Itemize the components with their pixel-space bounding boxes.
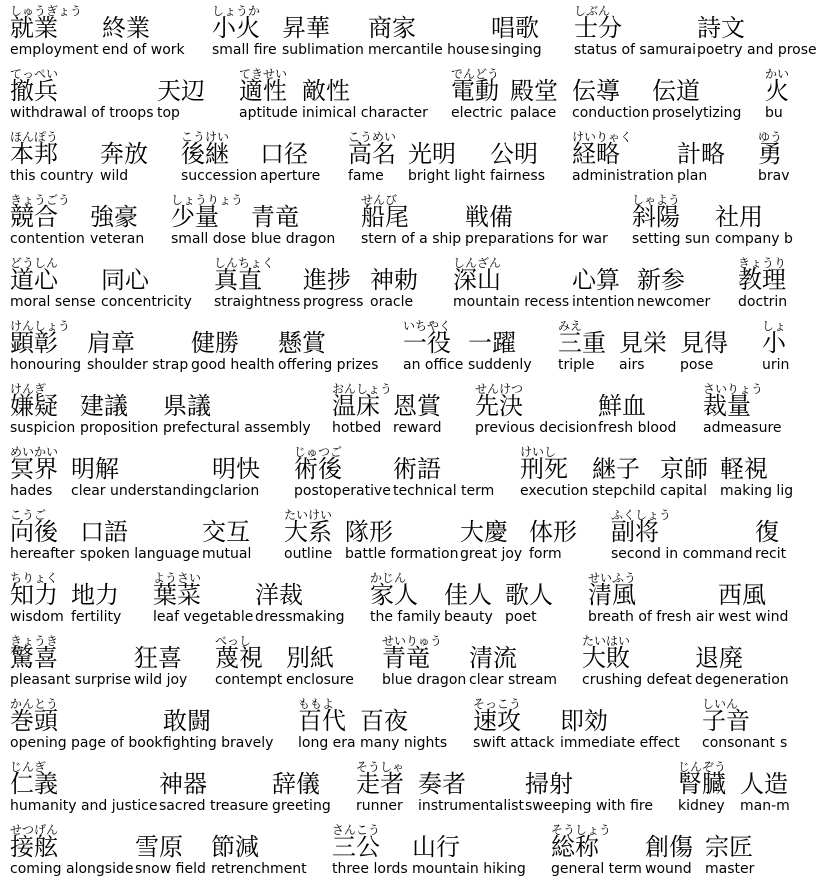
english-gloss: runner [356,798,403,814]
english-gloss: breath of fresh air [588,609,715,625]
english-gloss: fame [348,168,384,184]
kanji-word: 向後 [10,518,58,546]
kanji-word: 総称 [551,833,599,861]
furigana-reading: せいふう [588,571,637,585]
english-gloss: mutual [202,546,252,562]
english-gloss: blue dragon [382,672,467,688]
english-gloss: clarion [212,483,260,499]
kanji-word: 撤兵 [10,77,58,105]
kanji-word: 継子 [592,455,640,483]
kanji-word: 光明 [408,140,456,168]
english-gloss: succession [181,168,258,184]
kanji-word: 競合 [10,203,58,231]
english-gloss: wound [645,861,692,877]
kanji-word: 蔑視 [215,644,263,672]
kanji-word: 伝導 [572,77,620,105]
kanji-word: 強豪 [90,203,138,231]
kanji-word: 本邦 [10,140,58,168]
kanji-word: 少量 [171,203,219,231]
furigana-reading: たいはい [582,634,631,648]
kanji-word: 辞儀 [272,770,320,798]
kanji-word: 真直 [214,266,262,294]
furigana-reading: こうけい [181,130,230,144]
english-gloss: hades [10,483,53,499]
english-gloss: mountain hiking [412,861,526,877]
furigana-reading: ゆう [758,130,783,144]
kanji-word: 地力 [71,581,119,609]
kanji-word: 小火 [212,14,260,42]
english-gloss: honouring [10,357,82,373]
kanji-word: 恩賞 [393,392,441,420]
kanji-word: 佳人 [444,581,492,609]
kanji-word: 神勅 [370,266,418,294]
furigana-reading: めいかい [10,445,59,459]
kanji-word: 京師 [660,455,708,483]
furigana-reading: そっこう [473,697,522,711]
kanji-word: 洋裁 [255,581,303,609]
english-gloss: shoulder strap [87,357,189,373]
kanji-word: 経略 [572,140,620,168]
furigana-reading: かじん [370,571,407,585]
furigana-reading: せんび [361,193,398,207]
english-gloss: capital [660,483,708,499]
kanji-word: 走者 [356,770,404,798]
kanji-word: 軽視 [720,455,768,483]
furigana-reading: しぶん [574,4,611,18]
english-gloss: many nights [360,735,448,751]
kanji-word: 百代 [298,707,346,735]
english-gloss: hereafter [10,546,75,562]
kanji-word: 鮮血 [598,392,646,420]
furigana-reading: ももよ [298,697,335,711]
english-gloss: previous decision [475,420,598,436]
kanji-word: 肩章 [87,329,135,357]
kanji-word: 敵性 [302,77,350,105]
english-gloss: setting sun [632,231,711,247]
english-gloss: making lig [720,483,794,499]
english-gloss: mercantile house [368,42,490,58]
kanji-word: 昇華 [282,14,330,42]
english-gloss: degeneration [695,672,789,688]
kanji-word: 交互 [202,518,250,546]
english-gloss: brav [758,168,790,184]
english-gloss: moral sense [10,294,96,310]
kanji-word: 斜陽 [632,203,680,231]
english-gloss: immediate effect [560,735,680,751]
kanji-word: 社用 [715,203,763,231]
english-gloss: status of samurai [574,42,697,58]
furigana-reading: せいりゅう [382,634,443,648]
kanji-word: 仁義 [10,770,58,798]
kanji-word: 大系 [284,518,332,546]
english-gloss: wild [100,168,129,184]
kanji-word: 雪原 [135,833,183,861]
furigana-reading: そうしゃ [356,760,405,774]
kanji-word: 就業 [10,14,58,42]
kanji-word: 家人 [370,581,418,609]
english-gloss: preparations for war [465,231,608,247]
furigana-reading: かい [765,67,790,81]
english-gloss: small fire [212,42,277,58]
english-gloss: west wind [718,609,789,625]
english-gloss: contempt [215,672,283,688]
english-gloss: suddenly [468,357,532,373]
english-gloss: wisdom [10,609,64,625]
kanji-word: 新参 [637,266,685,294]
furigana-reading: せんけつ [475,382,524,396]
kanji-word: 術語 [393,455,441,483]
kanji-word: 即効 [560,707,608,735]
english-gloss: humanity and justice [10,798,158,814]
kanji-word: 建議 [80,392,128,420]
kanji-word: 清流 [469,644,517,672]
furigana-reading: さんこう [332,823,381,837]
english-gloss: snow field [135,861,206,877]
kanji-word: 戦備 [465,203,513,231]
kanji-word: 敢闘 [163,707,211,735]
english-gloss: sublimation [282,42,364,58]
furigana-reading: しゃよう [632,193,681,207]
english-gloss: clear understanding [71,483,212,499]
english-gloss: long era [298,735,356,751]
kanji-word: 節減 [211,833,259,861]
furigana-reading: しんちょく [214,256,275,270]
furigana-reading: しょ [762,319,787,333]
furigana-reading: ほんぽう [10,130,59,144]
kanji-word: 歌人 [505,581,553,609]
kanji-word: 懸賞 [278,329,326,357]
english-gloss: poet [505,609,537,625]
furigana-reading: てきせい [239,67,288,81]
kanji-word: 唱歌 [491,14,539,42]
furigana-reading: こうめい [348,130,397,144]
kanji-word: 巻頭 [10,707,58,735]
kanji-word: 士分 [574,14,622,42]
kanji-word: 口語 [80,518,128,546]
furigana-reading: いちやく [403,319,452,333]
english-gloss: an office [403,357,464,373]
english-gloss: proselytizing [652,105,742,121]
english-gloss: oracle [370,294,414,310]
kanji-word: 高名 [348,140,396,168]
english-gloss: mountain recess [453,294,570,310]
english-gloss: end of work [102,42,185,58]
kanji-word: 西風 [718,581,766,609]
furigana-reading: しゅうぎょう [10,4,83,18]
furigana-reading: けいし [520,445,557,459]
english-gloss: leaf vegetable [153,609,254,625]
kanji-word: 副将 [611,518,659,546]
english-gloss: the family [370,609,441,625]
furigana-reading: じんぞう [678,760,727,774]
english-gloss: technical term [393,483,495,499]
english-gloss: aperture [260,168,321,184]
english-gloss: company b [715,231,793,247]
english-gloss: airs [619,357,645,373]
furigana-reading: けんぎ [10,382,47,396]
english-gloss: conduction [572,105,650,121]
furigana-reading: みえ [558,319,583,333]
kanji-word: 伝道 [652,77,700,105]
kanji-word: 詩文 [697,14,745,42]
english-gloss: aptitude [239,105,298,121]
kanji-word: 電動 [451,77,499,105]
furigana-reading: かんとう [10,697,59,711]
english-gloss: straightness [214,294,301,310]
kanji-word: 狂喜 [134,644,182,672]
english-gloss: recit [755,546,787,562]
english-gloss: bright light [408,168,486,184]
english-gloss: concentricity [101,294,192,310]
kanji-word: 深山 [453,266,501,294]
kanji-word: 顕彰 [10,329,58,357]
english-gloss: execution [520,483,589,499]
english-gloss: admeasure [703,420,782,436]
kanji-word: 創傷 [645,833,693,861]
english-gloss: intention [572,294,635,310]
english-gloss: form [529,546,562,562]
kanji-word: 驚喜 [10,644,58,672]
english-gloss: man-m [740,798,790,814]
english-gloss: master [705,861,755,877]
english-gloss: postoperative [294,483,391,499]
kanji-word: 奔放 [100,140,148,168]
furigana-reading: せつげん [10,823,59,837]
kanji-word: 刑死 [520,455,568,483]
english-gloss: suspicion [10,420,76,436]
kanji-word: 清風 [588,581,636,609]
english-gloss: withdrawal of troops [10,105,154,121]
english-gloss: electric [451,105,503,121]
kanji-word: 復 [755,518,779,546]
english-gloss: administration [572,168,674,184]
english-gloss: small dose [171,231,247,247]
furigana-reading: しょうりょう [171,193,244,207]
furigana-reading: きょうり [738,256,787,270]
kanji-word: 後継 [181,140,229,168]
kanji-word: 三公 [332,833,380,861]
kanji-word: 大敗 [582,644,630,672]
kanji-word: 子音 [702,707,750,735]
kanji-word: 教理 [738,266,786,294]
kanji-word: 掃射 [525,770,573,798]
kanji-word: 進捗 [303,266,351,294]
english-gloss: retrenchment [211,861,307,877]
kanji-word: 殿堂 [510,77,558,105]
english-gloss: greeting [272,798,331,814]
english-gloss: dressmaking [255,609,345,625]
kanji-word: 別紙 [286,644,334,672]
kanji-word: 速攻 [473,707,521,735]
kanji-word: 奏者 [418,770,466,798]
kanji-word: 葉菜 [153,581,201,609]
english-gloss: fresh blood [598,420,677,436]
english-gloss: reward [393,420,442,436]
english-gloss: wild joy [134,672,188,688]
furigana-reading: てっぺい [10,67,59,81]
kanji-word: 隊形 [345,518,393,546]
furigana-reading: しんざん [453,256,502,270]
kanji-word: 腎臓 [678,770,726,798]
furigana-reading: おんしょう [332,382,393,396]
kanji-word: 計略 [677,140,725,168]
english-gloss: this country [10,168,94,184]
english-gloss: beauty [444,609,493,625]
kanji-word: 勇 [758,140,782,168]
kanji-word: 明快 [212,455,260,483]
english-gloss: offering prizes [278,357,379,373]
english-gloss: prefectural assembly [163,420,311,436]
kanji-word: 一躍 [468,329,516,357]
kanji-word: 三重 [558,329,606,357]
furigana-reading: ようさい [153,571,202,585]
english-gloss: blue dragon [251,231,336,247]
english-gloss: fighting bravely [163,735,274,751]
english-gloss: instrumentalist [418,798,524,814]
kanji-word: 公明 [490,140,538,168]
kanji-word: 冥界 [10,455,58,483]
furigana-reading: きょうごう [10,193,71,207]
furigana-reading: ふくしょう [611,508,672,522]
furigana-reading: べっし [215,634,252,648]
kanji-word: 温床 [332,392,380,420]
furigana-reading: でんどう [451,67,500,81]
kanji-word: 県議 [163,392,211,420]
english-gloss: general term [551,861,642,877]
kanji-word: 健勝 [191,329,239,357]
kanji-word: 百夜 [360,707,408,735]
english-gloss: coming alongside [10,861,134,877]
english-gloss: s [780,735,788,751]
english-gloss: top [157,105,180,121]
english-gloss: contention [10,231,85,247]
furigana-reading: けんしょう [10,319,71,333]
kanji-word: 同心 [101,266,149,294]
english-gloss: outline [284,546,333,562]
english-gloss: kidney [678,798,725,814]
english-gloss: employment [10,42,99,58]
english-gloss: stepchild [592,483,656,499]
kanji-word: 嫌疑 [10,392,58,420]
kanji-word: 明解 [71,455,119,483]
english-gloss: stern of a ship [361,231,462,247]
english-gloss: enclosure [286,672,354,688]
furigana-reading: どうしん [10,256,59,270]
kanji-word: 商家 [368,14,416,42]
kanji-word: 宗匠 [705,833,753,861]
furigana-reading: たいけい [284,508,333,522]
kanji-word: 知力 [10,581,58,609]
english-gloss: triple [558,357,595,373]
english-gloss: good health [191,357,275,373]
english-gloss: inimical character [302,105,428,121]
kanji-word: 青竜 [251,203,299,231]
kanji-word: 大慶 [460,518,508,546]
kanji-word: 心算 [572,266,620,294]
english-gloss: great joy [460,546,523,562]
furigana-reading: こうご [10,508,47,522]
kanji-word: 天辺 [157,77,205,105]
kanji-word: 見栄 [619,329,667,357]
english-gloss: battle formation [345,546,459,562]
kanji-word: 船尾 [361,203,409,231]
english-gloss: veteran [90,231,145,247]
english-gloss: urin [762,357,790,373]
english-gloss: progress [303,294,364,310]
english-gloss: palace [510,105,557,121]
english-gloss: sweeping with fire [525,798,653,814]
english-gloss: newcomer [637,294,711,310]
kanji-word: 退廃 [695,644,743,672]
english-gloss: pleasant surprise [10,672,132,688]
furigana-reading: しょうか [212,4,261,18]
kanji-word: 人造 [740,770,788,798]
english-gloss: three lords [332,861,408,877]
kanji-word: 小 [762,329,786,357]
english-gloss: opening page of book [10,735,163,751]
english-gloss: doctrin [738,294,788,310]
kanji-word: 山行 [412,833,460,861]
kanji-word: 適性 [239,77,287,105]
furigana-reading: しいん [702,697,739,711]
kanji-word: 終業 [102,14,150,42]
english-gloss: poetry and prose [697,42,817,58]
furigana-reading: ちりょく [10,571,59,585]
furigana-reading: じんぎ [10,760,47,774]
kanji-word: 先決 [475,392,523,420]
english-gloss: clear stream [469,672,558,688]
furigana-reading: けいりゃく [572,130,633,144]
furigana-reading: そうしょう [551,823,612,837]
english-gloss: swift attack [473,735,555,751]
english-gloss: bu [765,105,783,121]
english-gloss: consonant [702,735,775,751]
english-gloss: sacred treasure [159,798,269,814]
kanji-word: 体形 [529,518,577,546]
kanji-word: 神器 [159,770,207,798]
english-gloss: second in command [611,546,753,562]
kanji-word: 接舷 [10,833,58,861]
english-gloss: fairness [490,168,545,184]
kanji-word: 火 [765,77,789,105]
english-gloss: hotbed [332,420,382,436]
kanji-word: 術後 [294,455,342,483]
kanji-word: 口径 [260,140,308,168]
kanji-word: 道心 [10,266,58,294]
kanji-word: 青竜 [382,644,430,672]
furigana-reading: じゅつご [294,445,343,459]
kanji-word: 裁量 [703,392,751,420]
english-gloss: pose [680,357,714,373]
kanji-word: 見得 [680,329,728,357]
english-gloss: proposition [80,420,159,436]
english-gloss: singing [491,42,542,58]
kanji-word: 一役 [403,329,451,357]
english-gloss: crushing defeat [582,672,692,688]
english-gloss: fertility [71,609,122,625]
english-gloss: plan [677,168,708,184]
english-gloss: spoken language [80,546,200,562]
furigana-reading: きょうき [10,634,59,648]
furigana-reading: さいりょう [703,382,764,396]
